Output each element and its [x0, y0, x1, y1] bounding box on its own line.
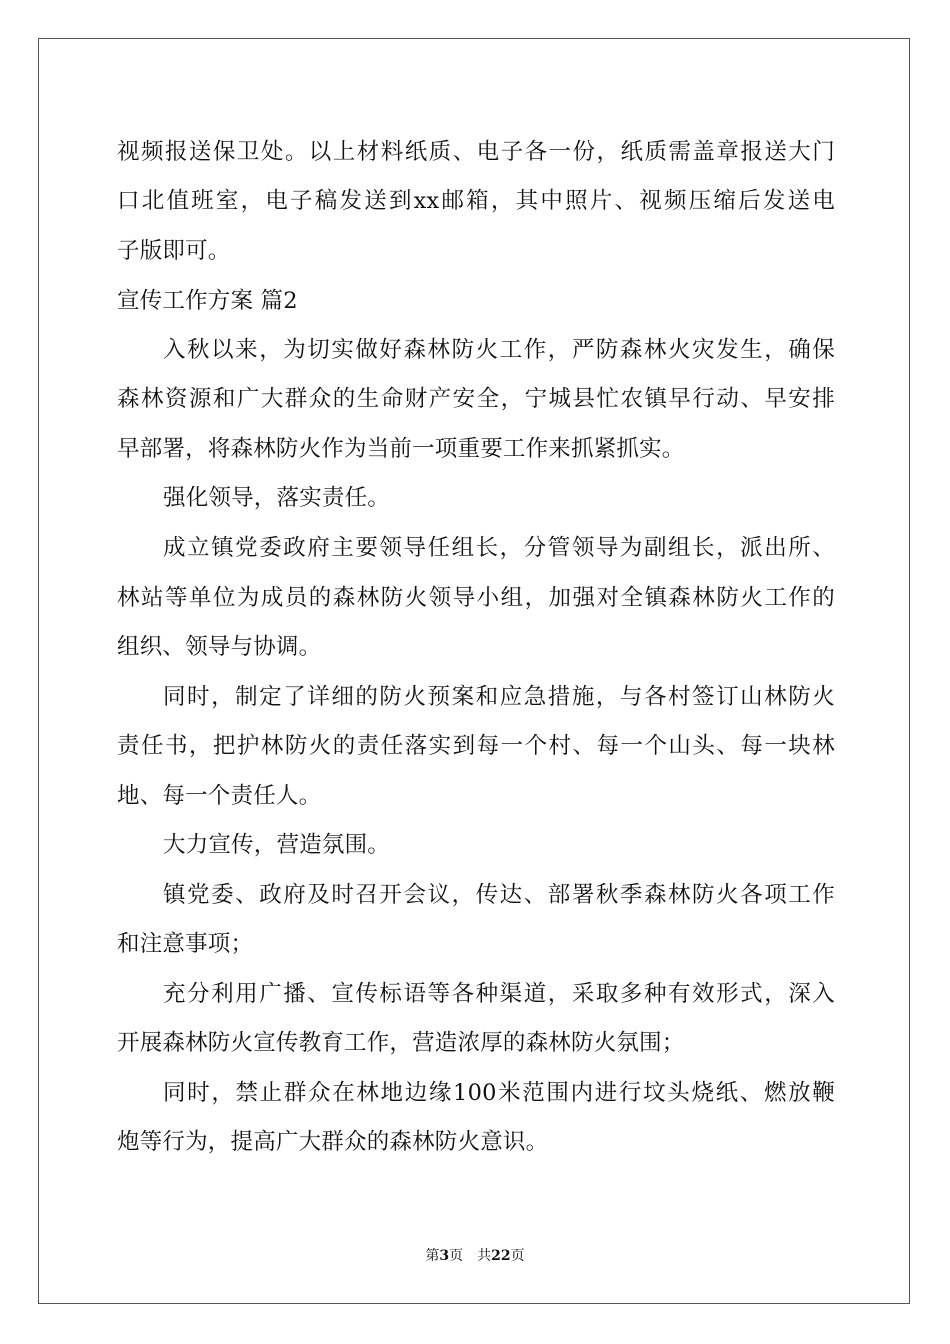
text-line: 责任书，把护林防火的责任落实到每一个村、每一个山头、每一块林	[117, 733, 835, 759]
page-border	[38, 38, 910, 1304]
text-line: 同时，制定了详细的防火预案和应急措施，与各村签订山林防火	[163, 684, 835, 710]
text-line: 炮等行为，提高广大群众的森林防火意识。	[117, 1129, 549, 1155]
text-line: 开展森林防火宣传教育工作，营造浓厚的森林防火氛围；	[117, 1030, 685, 1056]
text-line: 视频报送保卫处。以上材料纸质、电子各一份，纸质需盖章报送大门	[117, 139, 835, 165]
subheading: 大力宣传，营造氛围。	[163, 832, 391, 858]
text-line: 早部署，将森林防火作为当前一项重要工作来抓紧抓实。	[117, 436, 685, 462]
current-page-number: 3	[439, 1248, 450, 1264]
text-line: 地、每一个责任人。	[117, 783, 322, 809]
text-line: 入秋以来，为切实做好森林防火工作，严防森林火灾发生，确保	[163, 337, 835, 363]
text-line: 成立镇党委政府主要领导任组长，分管领导为副组长，派出所、	[163, 535, 835, 561]
footer-prefix: 第	[425, 1248, 440, 1264]
text-line: 充分利用广播、宣传标语等各种渠道，采取多种有效形式，深入	[163, 981, 835, 1007]
page-footer	[0, 1247, 950, 1265]
text-line: 口北值班室，电子稿发送到xx邮箱，其中照片、视频压缩后发送电	[117, 188, 835, 214]
footer-total-suffix: 页	[510, 1248, 525, 1264]
text-line: 林站等单位为成员的森林防火领导小组，加强对全镇森林防火工作的	[117, 585, 835, 611]
footer-total-prefix: 共	[477, 1248, 492, 1264]
text-line: 组织、领导与协调。	[117, 634, 322, 660]
total-page-count: 22	[491, 1248, 511, 1264]
text-line: 和注意事项；	[117, 931, 254, 957]
footer-page-suffix: 页	[449, 1248, 464, 1264]
text-line: 同时，禁止群众在林地边缘100米范围内进行坟头烧纸、燃放鞭	[163, 1080, 835, 1106]
subheading: 强化领导，落实责任。	[163, 485, 391, 511]
section-heading: 宣传工作方案 篇2	[117, 288, 298, 314]
text-line: 子版即可。	[117, 238, 231, 264]
text-line: 镇党委、政府及时召开会议，传达、部署秋季森林防火各项工作	[163, 882, 835, 908]
text-line: 森林资源和广大群众的生命财产安全，宁城县忙农镇早行动、早安排	[117, 386, 835, 412]
